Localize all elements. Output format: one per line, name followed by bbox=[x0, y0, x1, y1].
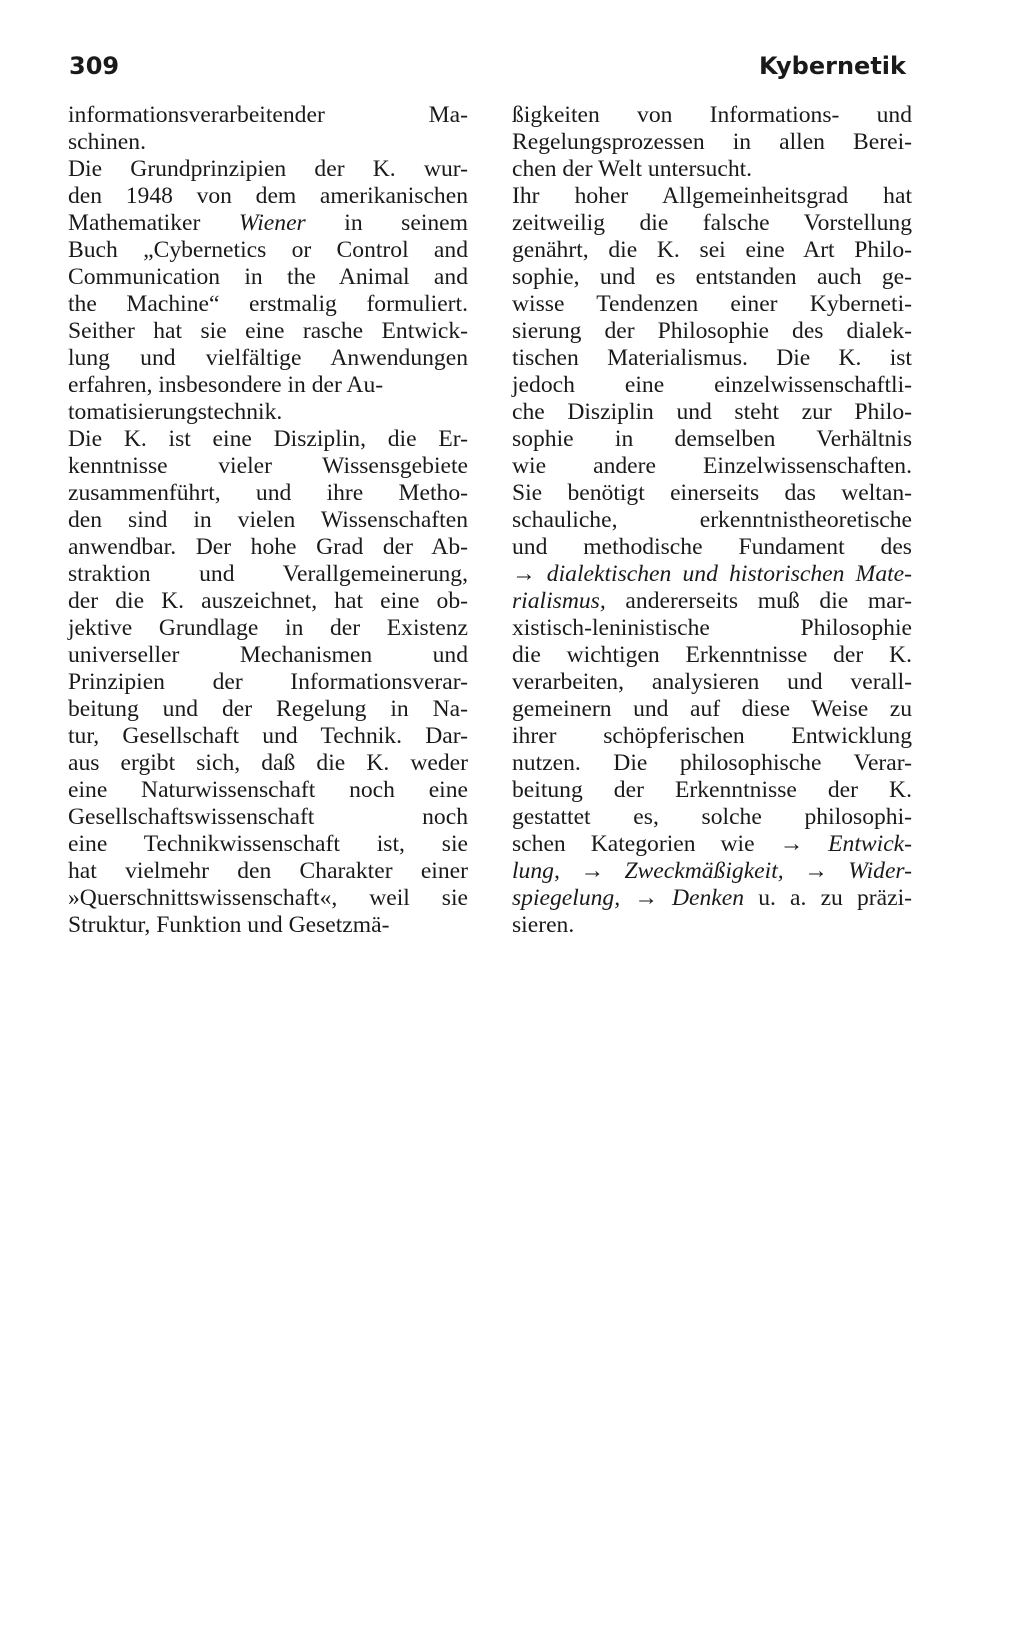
text-line: → dialektischen und historischen Mate- bbox=[512, 561, 912, 587]
text-line: Ihr hoher Allgemeinheitsgrad hat bbox=[512, 183, 912, 209]
text-line: aus ergibt sich, daß die K. weder bbox=[68, 750, 468, 776]
text-line: sierung der Philosophie des dialek- bbox=[512, 318, 912, 344]
text-line: zeitweilig die falsche Vorstellung bbox=[512, 210, 912, 236]
text-line: spiegelung, → Denken u. a. zu präzi- bbox=[512, 885, 912, 911]
text-line: informationsverarbeitender Ma- bbox=[68, 102, 468, 128]
text-line: eine Technikwissenschaft ist, sie bbox=[68, 831, 468, 857]
text-line: lung, → Zweckmäßigkeit, → Wider- bbox=[512, 858, 912, 884]
text-line: gestattet es, solche philosophi- bbox=[512, 804, 912, 830]
text-line: eine Naturwissenschaft noch eine bbox=[68, 777, 468, 803]
left-text-column bbox=[68, 102, 468, 939]
text-line: »Querschnittswissenschaft«, weil sie bbox=[68, 885, 468, 911]
text-line: tomatisierungstechnik. bbox=[68, 399, 283, 425]
text-line: lung und vielfältige Anwendungen bbox=[68, 345, 468, 371]
text-line: zusammenführt, und ihre Metho- bbox=[68, 480, 468, 506]
text-line: Mathematiker Wiener in seinem bbox=[68, 210, 469, 236]
text-line: Buch „Cybernetics or Control and bbox=[68, 237, 468, 263]
text-line: sieren. bbox=[512, 912, 575, 938]
text-line: und methodische Fundament des bbox=[512, 534, 912, 560]
text-line: Die K. ist eine Disziplin, die Er- bbox=[68, 426, 468, 452]
text-line: Sie benötigt einerseits das weltan- bbox=[512, 480, 912, 506]
text-line: erfahren, insbesondere in der Au- bbox=[68, 372, 384, 398]
text-line: xistisch-leninistische Philosophie bbox=[512, 615, 912, 641]
text-line: den 1948 von dem amerikanischen bbox=[68, 183, 468, 209]
text-line: Prinzipien der Informationsverar- bbox=[68, 669, 468, 695]
text-line: genährt, die K. sei eine Art Philo- bbox=[512, 237, 912, 263]
text-line: Regelungsprozessen in allen Berei- bbox=[512, 129, 912, 155]
text-line: wisse Tendenzen einer Kyberneti- bbox=[512, 291, 912, 317]
text-line: beitung der Erkenntnisse der K. bbox=[512, 777, 912, 803]
text-line: sophie, und es entstanden auch ge- bbox=[512, 264, 912, 290]
text-line: Struktur, Funktion und Gesetzmä- bbox=[68, 912, 390, 938]
text-line: ßigkeiten von Informations- und bbox=[512, 102, 912, 128]
section-title: Kybernetik bbox=[758, 52, 906, 80]
text-line: universeller Mechanismen und bbox=[68, 642, 468, 668]
text-line: Gesellschaftswissenschaft noch bbox=[68, 804, 468, 830]
text-line: Communication in the Animal and bbox=[68, 264, 468, 290]
text-line: ihrer schöpferischen Entwicklung bbox=[512, 723, 912, 749]
text-line: schinen. bbox=[68, 129, 146, 155]
text-line: beitung und der Regelung in Na- bbox=[68, 696, 468, 722]
text-line: gemeinern und auf diese Weise zu bbox=[512, 696, 912, 722]
text-line: the Machine“ erstmalig formuliert. bbox=[68, 291, 468, 317]
right-text-column bbox=[512, 102, 912, 939]
text-line: hat vielmehr den Charakter einer bbox=[68, 858, 468, 884]
text-line: verarbeiten, analysieren und verall- bbox=[512, 669, 912, 695]
text-line: che Disziplin und steht zur Philo- bbox=[512, 399, 912, 425]
page-number: 309 bbox=[69, 52, 120, 80]
text-line: tur, Gesellschaft und Technik. Dar- bbox=[68, 723, 468, 749]
text-line: der die K. auszeichnet, hat eine ob- bbox=[68, 588, 468, 614]
text-line: jektive Grundlage in der Existenz bbox=[68, 615, 468, 641]
text-line: wie andere Einzelwissenschaften. bbox=[512, 453, 912, 479]
text-line: kenntnisse vieler Wissensgebiete bbox=[68, 453, 468, 479]
text-line: anwendbar. Der hohe Grad der Ab- bbox=[68, 534, 468, 560]
text-line: die wichtigen Erkenntnisse der K. bbox=[512, 642, 912, 668]
text-line: Seither hat sie eine rasche Entwick- bbox=[68, 318, 468, 344]
text-line: jedoch eine einzelwissenschaftli- bbox=[512, 372, 912, 398]
text-line: nutzen. Die philosophische Verar- bbox=[512, 750, 912, 776]
text-line: straktion und Verallgemeinerung, bbox=[68, 561, 468, 587]
text-line: sophie in demselben Verhältnis bbox=[512, 426, 912, 452]
text-line: schauliche, erkenntnistheoretische bbox=[512, 507, 912, 533]
text-line: den sind in vielen Wissenschaften bbox=[68, 507, 468, 533]
text-line: chen der Welt untersucht. bbox=[512, 156, 753, 182]
text-line: tischen Materialismus. Die K. ist bbox=[512, 345, 912, 371]
text-line: Die Grundprinzipien der K. wur- bbox=[68, 156, 468, 182]
text-line: schen Kategorien wie → Entwick- bbox=[512, 831, 912, 857]
text-line: rialismus, andererseits muß die mar- bbox=[512, 588, 912, 614]
